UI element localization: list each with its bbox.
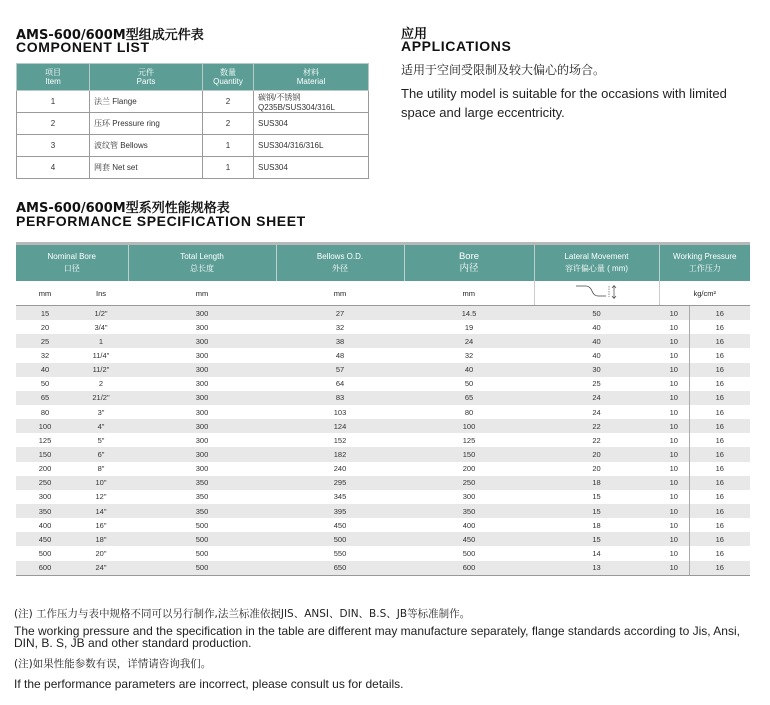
row-bellows-od: 450 bbox=[276, 518, 404, 532]
row-nominal-ins: 4" bbox=[74, 419, 128, 433]
row-nominal-mm: 65 bbox=[16, 391, 74, 405]
row-nominal-ins: 3/4" bbox=[74, 320, 128, 334]
component-header-parts: 元件 Parts bbox=[90, 64, 203, 91]
header-bore: Bore 内径 bbox=[404, 244, 534, 282]
row-total-length: 300 bbox=[128, 433, 276, 447]
component-table bbox=[16, 63, 369, 179]
row-total-length: 300 bbox=[128, 348, 276, 362]
row-bellows-od: 57 bbox=[276, 363, 404, 377]
row-total-length: 500 bbox=[128, 518, 276, 532]
row-total-length: 300 bbox=[128, 363, 276, 377]
row-nominal-mm: 450 bbox=[16, 532, 74, 546]
applications-title-cn: 应用 bbox=[401, 27, 428, 42]
header-lateral-movement: Lateral Movement 容许偏心量 ( mm) bbox=[534, 244, 659, 282]
component-item: 1 bbox=[17, 91, 90, 113]
row-total-length: 300 bbox=[128, 419, 276, 433]
row-nominal-mm: 250 bbox=[16, 476, 74, 490]
unit-pressure: kg/cm² bbox=[659, 281, 750, 306]
component-qty: 2 bbox=[203, 113, 254, 135]
row-nominal-mm: 80 bbox=[16, 405, 74, 419]
row-nominal-mm: 400 bbox=[16, 518, 74, 532]
row-bore: 100 bbox=[404, 419, 534, 433]
row-nominal-ins: 11/2" bbox=[74, 363, 128, 377]
row-pressure-low: 10 bbox=[659, 490, 689, 504]
row-nominal-mm: 500 bbox=[16, 546, 74, 560]
spec-row bbox=[16, 363, 750, 377]
row-total-length: 500 bbox=[128, 561, 276, 576]
row-bellows-od: 83 bbox=[276, 391, 404, 405]
row-bore: 125 bbox=[404, 433, 534, 447]
component-row bbox=[17, 91, 369, 113]
row-lateral-movement: 24 bbox=[534, 391, 659, 405]
note2-en: If the performance parameters are incorrect, please consult us for details. bbox=[14, 677, 404, 691]
row-pressure-low: 10 bbox=[659, 320, 689, 334]
row-pressure-low: 10 bbox=[659, 334, 689, 348]
row-bellows-od: 500 bbox=[276, 532, 404, 546]
unit-nb-ins: Ins bbox=[74, 281, 128, 306]
spec-row bbox=[16, 377, 750, 391]
row-nominal-mm: 32 bbox=[16, 348, 74, 362]
row-bellows-od: 395 bbox=[276, 504, 404, 518]
spec-row bbox=[16, 518, 750, 532]
row-bore: 80 bbox=[404, 405, 534, 419]
row-nominal-mm: 125 bbox=[16, 433, 74, 447]
spec-row bbox=[16, 490, 750, 504]
row-pressure-low: 10 bbox=[659, 476, 689, 490]
row-nominal-ins: 20" bbox=[74, 546, 128, 560]
row-pressure-low: 10 bbox=[659, 377, 689, 391]
row-nominal-ins: 24" bbox=[74, 561, 128, 576]
unit-lateral bbox=[534, 281, 659, 306]
row-bore: 400 bbox=[404, 518, 534, 532]
row-pressure-low: 10 bbox=[659, 447, 689, 461]
row-bore: 32 bbox=[404, 348, 534, 362]
unit-od: mm bbox=[276, 281, 404, 306]
row-bellows-od: 550 bbox=[276, 546, 404, 560]
row-bore: 65 bbox=[404, 391, 534, 405]
row-bore: 150 bbox=[404, 447, 534, 461]
row-pressure-low: 10 bbox=[659, 546, 689, 560]
performance-header-row bbox=[16, 244, 750, 282]
row-bore: 200 bbox=[404, 462, 534, 476]
row-lateral-movement: 18 bbox=[534, 476, 659, 490]
row-nominal-ins: 6" bbox=[74, 447, 128, 461]
row-pressure-low: 10 bbox=[659, 504, 689, 518]
row-bellows-od: 64 bbox=[276, 377, 404, 391]
row-nominal-mm: 350 bbox=[16, 504, 74, 518]
spec-row bbox=[16, 334, 750, 348]
component-row bbox=[17, 135, 369, 157]
row-total-length: 300 bbox=[128, 320, 276, 334]
header-total-length: Total Length 总长度 bbox=[128, 244, 276, 282]
spec-row bbox=[16, 405, 750, 419]
row-pressure-high: 16 bbox=[689, 462, 750, 476]
row-pressure-high: 16 bbox=[689, 447, 750, 461]
note2-cn: (注)如果性能参数有误，详情请咨询我们。 bbox=[14, 658, 212, 670]
row-nominal-mm: 20 bbox=[16, 320, 74, 334]
component-header-item: 项目 Item bbox=[17, 64, 90, 91]
applications-text-cn: 适用于空间受限制及较大偏心的场合。 bbox=[401, 63, 606, 77]
row-nominal-mm: 100 bbox=[16, 419, 74, 433]
row-nominal-ins: 21/2" bbox=[74, 391, 128, 405]
spec-row bbox=[16, 348, 750, 362]
row-total-length: 300 bbox=[128, 377, 276, 391]
row-bellows-od: 27 bbox=[276, 306, 404, 321]
row-pressure-low: 10 bbox=[659, 532, 689, 546]
row-lateral-movement: 22 bbox=[534, 433, 659, 447]
row-pressure-high: 16 bbox=[689, 419, 750, 433]
component-header-row bbox=[17, 64, 369, 91]
row-lateral-movement: 14 bbox=[534, 546, 659, 560]
row-lateral-movement: 24 bbox=[534, 405, 659, 419]
row-nominal-mm: 40 bbox=[16, 363, 74, 377]
row-nominal-ins: 14" bbox=[74, 504, 128, 518]
row-pressure-high: 16 bbox=[689, 532, 750, 546]
performance-rows bbox=[16, 306, 750, 576]
spec-row bbox=[16, 476, 750, 490]
row-pressure-high: 16 bbox=[689, 320, 750, 334]
row-bellows-od: 103 bbox=[276, 405, 404, 419]
row-nominal-mm: 600 bbox=[16, 561, 74, 576]
row-total-length: 350 bbox=[128, 504, 276, 518]
row-bellows-od: 650 bbox=[276, 561, 404, 576]
spec-row bbox=[16, 561, 750, 576]
row-total-length: 300 bbox=[128, 405, 276, 419]
row-bore: 300 bbox=[404, 490, 534, 504]
row-bore: 350 bbox=[404, 504, 534, 518]
row-nominal-ins: 2 bbox=[74, 377, 128, 391]
row-nominal-ins: 12" bbox=[74, 490, 128, 504]
component-header-material: 材料 Material bbox=[254, 64, 369, 91]
row-bellows-od: 124 bbox=[276, 419, 404, 433]
row-pressure-low: 10 bbox=[659, 462, 689, 476]
performance-table bbox=[16, 242, 750, 576]
component-material: 碳钢/不锈钢 Q235B/SUS304/316L bbox=[254, 91, 369, 113]
component-row bbox=[17, 113, 369, 135]
row-pressure-low: 10 bbox=[659, 363, 689, 377]
row-lateral-movement: 15 bbox=[534, 504, 659, 518]
component-part: 压环 Pressure ring bbox=[90, 113, 203, 135]
row-nominal-mm: 200 bbox=[16, 462, 74, 476]
row-pressure-high: 16 bbox=[689, 518, 750, 532]
performance-title-en: PERFORMANCE SPECIFICATION SHEET bbox=[16, 213, 306, 229]
component-qty: 1 bbox=[203, 135, 254, 157]
component-part: 法兰 Flange bbox=[90, 91, 203, 113]
unit-length: mm bbox=[128, 281, 276, 306]
row-lateral-movement: 40 bbox=[534, 348, 659, 362]
component-part: 网套 Net set bbox=[90, 157, 203, 179]
component-material: SUS304 bbox=[254, 113, 369, 135]
row-bellows-od: 240 bbox=[276, 462, 404, 476]
spec-row bbox=[16, 433, 750, 447]
row-pressure-high: 16 bbox=[689, 306, 750, 321]
row-pressure-high: 16 bbox=[689, 546, 750, 560]
row-nominal-ins: 8" bbox=[74, 462, 128, 476]
lateral-offset-diagram-icon bbox=[574, 284, 620, 300]
row-lateral-movement: 40 bbox=[534, 334, 659, 348]
row-pressure-high: 16 bbox=[689, 363, 750, 377]
row-lateral-movement: 40 bbox=[534, 320, 659, 334]
row-lateral-movement: 15 bbox=[534, 532, 659, 546]
row-lateral-movement: 22 bbox=[534, 419, 659, 433]
row-bellows-od: 295 bbox=[276, 476, 404, 490]
row-pressure-low: 10 bbox=[659, 561, 689, 576]
row-total-length: 350 bbox=[128, 490, 276, 504]
applications-text-en: The utility model is suitable for the occasions with limited space and large eccentricity. bbox=[401, 86, 727, 120]
row-nominal-mm: 25 bbox=[16, 334, 74, 348]
row-total-length: 350 bbox=[128, 476, 276, 490]
row-nominal-ins: 5" bbox=[74, 433, 128, 447]
row-nominal-mm: 150 bbox=[16, 447, 74, 461]
row-lateral-movement: 25 bbox=[534, 377, 659, 391]
row-bore: 24 bbox=[404, 334, 534, 348]
row-nominal-ins: 16" bbox=[74, 518, 128, 532]
row-nominal-mm: 15 bbox=[16, 306, 74, 321]
row-bore: 14.5 bbox=[404, 306, 534, 321]
row-total-length: 300 bbox=[128, 462, 276, 476]
row-pressure-high: 16 bbox=[689, 334, 750, 348]
row-bellows-od: 38 bbox=[276, 334, 404, 348]
component-item: 3 bbox=[17, 135, 90, 157]
component-title-en: COMPONENT LIST bbox=[16, 39, 150, 55]
component-header-quantity: 数量 Quantity bbox=[203, 64, 254, 91]
row-lateral-movement: 13 bbox=[534, 561, 659, 576]
row-bellows-od: 48 bbox=[276, 348, 404, 362]
spec-row bbox=[16, 320, 750, 334]
row-lateral-movement: 20 bbox=[534, 462, 659, 476]
row-bore: 50 bbox=[404, 377, 534, 391]
row-nominal-ins: 18" bbox=[74, 532, 128, 546]
row-pressure-low: 10 bbox=[659, 306, 689, 321]
spec-row bbox=[16, 419, 750, 433]
row-lateral-movement: 20 bbox=[534, 447, 659, 461]
component-title-cn: AMS-600/600M型组成元件表 bbox=[16, 28, 204, 43]
row-total-length: 500 bbox=[128, 546, 276, 560]
row-bore: 40 bbox=[404, 363, 534, 377]
component-row bbox=[17, 157, 369, 179]
row-bore: 19 bbox=[404, 320, 534, 334]
row-nominal-ins: 1/2" bbox=[74, 306, 128, 321]
spec-row bbox=[16, 391, 750, 405]
row-bellows-od: 152 bbox=[276, 433, 404, 447]
spec-row bbox=[16, 504, 750, 518]
component-material: SUS304 bbox=[254, 157, 369, 179]
row-lateral-movement: 18 bbox=[534, 518, 659, 532]
row-nominal-mm: 300 bbox=[16, 490, 74, 504]
row-pressure-low: 10 bbox=[659, 348, 689, 362]
row-total-length: 500 bbox=[128, 532, 276, 546]
component-material: SUS304/316/316L bbox=[254, 135, 369, 157]
performance-title-cn: AMS-600/600M型系列性能规格表 bbox=[16, 201, 230, 216]
row-nominal-ins: 10" bbox=[74, 476, 128, 490]
spec-row bbox=[16, 532, 750, 546]
row-lateral-movement: 15 bbox=[534, 490, 659, 504]
component-qty: 1 bbox=[203, 157, 254, 179]
row-bore: 600 bbox=[404, 561, 534, 576]
component-item: 2 bbox=[17, 113, 90, 135]
row-pressure-high: 16 bbox=[689, 405, 750, 419]
row-nominal-ins: 3" bbox=[74, 405, 128, 419]
row-pressure-low: 10 bbox=[659, 518, 689, 532]
spec-row bbox=[16, 462, 750, 476]
row-lateral-movement: 50 bbox=[534, 306, 659, 321]
row-pressure-high: 16 bbox=[689, 504, 750, 518]
row-total-length: 300 bbox=[128, 447, 276, 461]
performance-units-row bbox=[16, 281, 750, 306]
row-total-length: 300 bbox=[128, 334, 276, 348]
component-item: 4 bbox=[17, 157, 90, 179]
row-pressure-high: 16 bbox=[689, 561, 750, 576]
row-pressure-low: 10 bbox=[659, 391, 689, 405]
row-bellows-od: 345 bbox=[276, 490, 404, 504]
row-pressure-high: 16 bbox=[689, 348, 750, 362]
row-total-length: 300 bbox=[128, 306, 276, 321]
row-pressure-high: 16 bbox=[689, 476, 750, 490]
spec-row bbox=[16, 447, 750, 461]
row-pressure-high: 16 bbox=[689, 391, 750, 405]
row-nominal-ins: 1 bbox=[74, 334, 128, 348]
row-pressure-low: 10 bbox=[659, 405, 689, 419]
row-bore: 500 bbox=[404, 546, 534, 560]
row-bellows-od: 32 bbox=[276, 320, 404, 334]
header-bellows-od: Bellows O.D. 外径 bbox=[276, 244, 404, 282]
component-qty: 2 bbox=[203, 91, 254, 113]
component-part: 波纹管 Bellows bbox=[90, 135, 203, 157]
row-lateral-movement: 30 bbox=[534, 363, 659, 377]
row-bellows-od: 182 bbox=[276, 447, 404, 461]
row-pressure-low: 10 bbox=[659, 433, 689, 447]
note1-en: The working pressure and the specification in the table are different may manufacture separately, flange standards according to Jis, Ansi, DIN, B. S, JB and other standard production. bbox=[14, 624, 740, 650]
header-working-pressure: Working Pressure 工作压力 bbox=[659, 244, 750, 282]
spec-row bbox=[16, 546, 750, 560]
note1-cn: (注) 工作压力与表中规格不同可以另行制作,法兰标准依据JIS、ANSI、DIN、B.S、JB等标准制作。 bbox=[14, 608, 471, 620]
row-pressure-high: 16 bbox=[689, 490, 750, 504]
unit-nb-mm: mm bbox=[16, 281, 74, 306]
row-pressure-high: 16 bbox=[689, 433, 750, 447]
row-nominal-ins: 11/4" bbox=[74, 348, 128, 362]
row-total-length: 300 bbox=[128, 391, 276, 405]
row-bore: 450 bbox=[404, 532, 534, 546]
row-pressure-high: 16 bbox=[689, 377, 750, 391]
row-bore: 250 bbox=[404, 476, 534, 490]
row-nominal-mm: 50 bbox=[16, 377, 74, 391]
applications-title-en: APPLICATIONS bbox=[401, 38, 512, 54]
row-pressure-low: 10 bbox=[659, 419, 689, 433]
spec-row bbox=[16, 306, 750, 321]
unit-bore: mm bbox=[404, 281, 534, 306]
header-nominal-bore: Nominal Bore 口径 bbox=[16, 244, 128, 282]
